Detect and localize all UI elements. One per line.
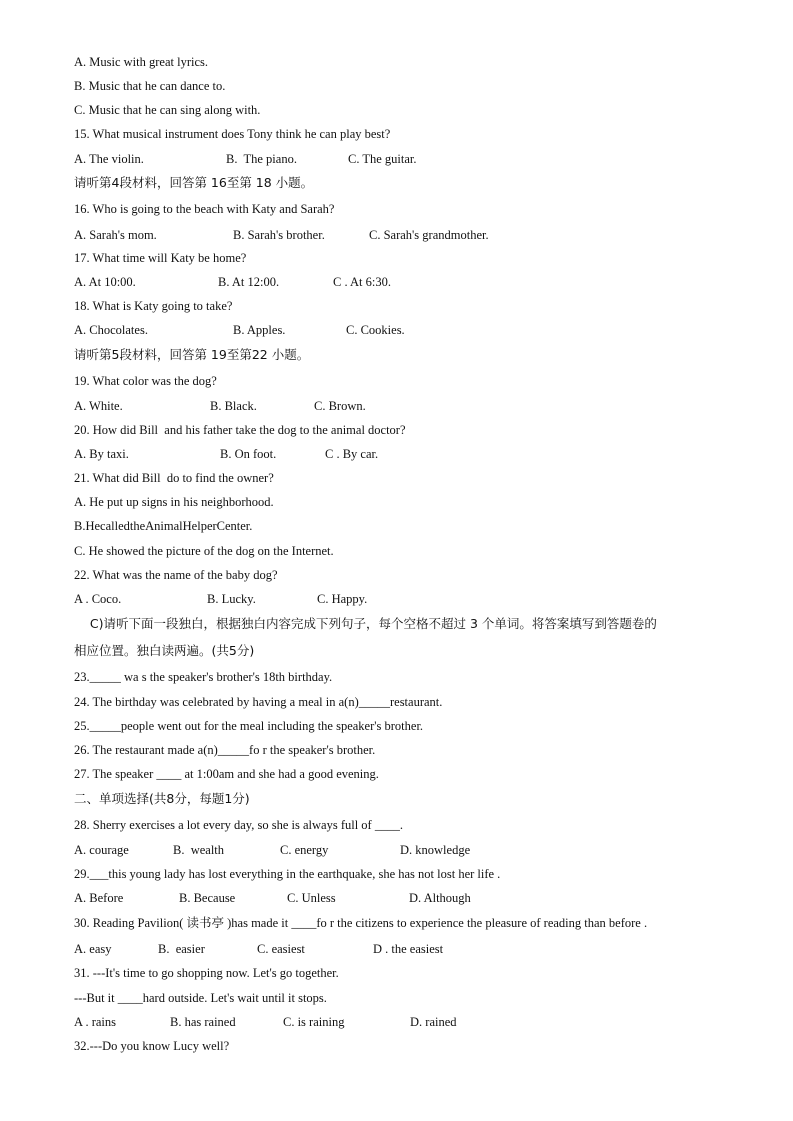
q16-option-b: B. Sarah's brother.: [233, 228, 325, 242]
question-25: 25._____people went out for the meal including the speaker's brother.: [74, 719, 424, 733]
q30-option-a: A. easy: [74, 942, 112, 956]
question-15: 15. What musical instrument does Tony think he can play best?: [74, 127, 391, 141]
q29-option-b: B. Because: [179, 891, 236, 905]
q15-option-a: A. The violin.: [74, 152, 144, 166]
q14-option-c: C. Music that he can sing along with.: [74, 103, 261, 117]
q30-option-d: D . the easiest: [373, 942, 444, 956]
q20-option-c: C . By car.: [325, 447, 379, 461]
q16-option-c: C. Sarah's grandmother.: [369, 228, 489, 242]
question-20: 20. How did Bill and his father take the dog to the animal doctor?: [74, 423, 406, 437]
section-2-heading: 二、单项选择(共8分，每题1分): [74, 791, 250, 806]
question-17: 17. What time will Katy be home?: [74, 251, 247, 265]
question-28: 28. Sherry exercises a lot every day, so she is always full of ____.: [74, 818, 403, 832]
question-18: 18. What is Katy going to take?: [74, 299, 233, 313]
question-29: 29.___this young lady has lost everything in the earthquake, she has not lost her life .: [74, 867, 501, 881]
q19-option-a: A. White.: [74, 399, 123, 413]
q28-option-d: D. knowledge: [400, 843, 471, 857]
q18-option-a: A. Chocolates.: [74, 323, 148, 337]
q28-option-a: A. courage: [74, 843, 129, 857]
q22-option-a: A . Coco.: [74, 592, 122, 606]
q17-option-c: C . At 6:30.: [333, 275, 391, 289]
section-c-instruction-cont: 相应位置。独白读两遍。(共5分): [74, 643, 255, 658]
q30-option-b: B. easier: [158, 942, 205, 956]
q30-option-c: C. easiest: [257, 942, 305, 956]
q18-option-c: C. Cookies.: [346, 323, 405, 337]
q31-option-b: B. has rained: [170, 1015, 236, 1029]
question-32: 32.---Do you know Lucy well?: [74, 1039, 230, 1053]
q22-option-c: C. Happy.: [317, 592, 368, 606]
q19-option-b: B. Black.: [210, 399, 257, 413]
q31-option-c: C. is raining: [283, 1015, 345, 1029]
section-5-instruction: 请听第5段材料，回答第 19至第22 小题。: [74, 347, 310, 362]
question-27: 27. The speaker ____ at 1:00am and she had a good evening.: [74, 767, 379, 781]
q19-option-c: C. Brown.: [314, 399, 366, 413]
question-19: 19. What color was the dog?: [74, 374, 217, 388]
question-31-reply: ---But it ____hard outside. Let's wait until it stops.: [74, 991, 327, 1005]
q14-option-b: B. Music that he can dance to.: [74, 79, 226, 93]
question-21: 21. What did Bill do to find the owner?: [74, 471, 274, 485]
q21-option-a: A. He put up signs in his neighborhood.: [74, 495, 274, 509]
q28-option-b: B. wealth: [173, 843, 225, 857]
q29-option-a: A. Before: [74, 891, 124, 905]
q21-option-b: B.HecalledtheAnimalHelperCenter.: [74, 519, 253, 533]
q20-option-a: A. By taxi.: [74, 447, 129, 461]
q22-option-b: B. Lucky.: [207, 592, 256, 606]
q31-option-a: A . rains: [74, 1015, 117, 1029]
q15-option-c: C. The guitar.: [348, 152, 417, 166]
question-23: 23._____ wa s the speaker's brother's 18th birthday.: [74, 670, 333, 684]
q14-option-a: A. Music with great lyrics.: [74, 55, 209, 69]
question-22: 22. What was the name of the baby dog?: [74, 568, 278, 582]
section-4-instruction: 请听第4段材料，回答第 16至第 18 小题。: [74, 175, 314, 190]
question-26: 26. The restaurant made a(n)_____fo r the speaker's brother.: [74, 743, 376, 757]
q18-option-b: B. Apples.: [233, 323, 286, 337]
question-30: 30. Reading Pavilion( 读书亭 )has made it ____fo r the citizens to experience the pleasure of reading than before .: [74, 916, 648, 930]
q20-option-b: B. On foot.: [220, 447, 277, 461]
section-c-instruction: C)请听下面一段独白，根据独白内容完成下列句子，每个空格不超过 3 个单词。将答案填写到答题卷的: [74, 616, 657, 631]
q16-option-a: A. Sarah's mom.: [74, 228, 157, 242]
q29-option-c: C. Unless: [287, 891, 336, 905]
q17-option-a: A. At 10:00.: [74, 275, 136, 289]
question-31: 31. ---It's time to go shopping now. Let's go together.: [74, 966, 339, 980]
q21-option-c: C. He showed the picture of the dog on the Internet.: [74, 544, 334, 558]
q17-option-b: B. At 12:00.: [218, 275, 280, 289]
question-24: 24. The birthday was celebrated by having a meal in a(n)_____restaurant.: [74, 695, 443, 709]
q28-option-c: C. energy: [280, 843, 329, 857]
question-16: 16. Who is going to the beach with Katy and Sarah?: [74, 202, 335, 216]
q31-option-d: D. rained: [410, 1015, 457, 1029]
q15-option-b: B. The piano.: [226, 152, 297, 166]
q29-option-d: D. Although: [409, 891, 471, 905]
